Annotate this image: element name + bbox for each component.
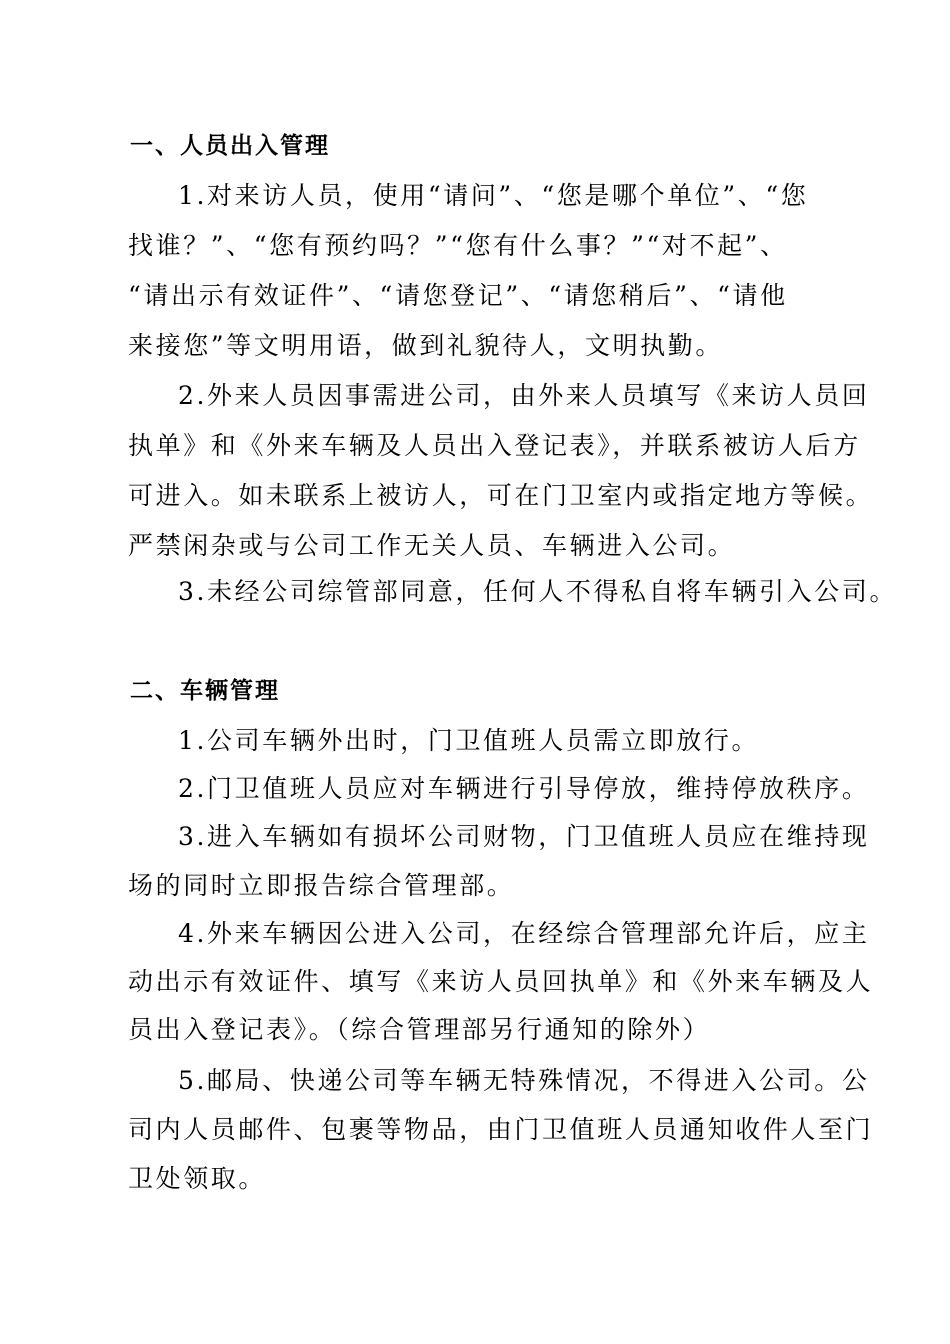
paragraph-line: 严禁闲杂或与公司工作无关人员、车辆进入公司。 — [128, 531, 736, 560]
paragraph-line: 司内人员邮件、包裹等物品，由门卫值班人员通知收件人至门 — [128, 1115, 874, 1144]
section-heading-vehicles: 二、车辆管理 — [130, 678, 280, 704]
paragraph-line: 卫处领取。 — [128, 1164, 267, 1193]
paragraph-line: 找谁？”、“您有预约吗？”“您有什么事？”“对不起”、 — [128, 231, 788, 260]
paragraph-line: 3.未经公司综管部同意，任何人不得私自将车辆引入公司。 — [178, 577, 898, 606]
paragraph-line: 场的同时立即报告综合管理部。 — [128, 871, 515, 900]
paragraph-line: 4.外来车辆因公进入公司，在经综合管理部允许后，应主 — [178, 919, 870, 948]
paragraph-line: 3.进入车辆如有损坏公司财物，门卫值班人员应在维持现 — [178, 822, 870, 851]
paragraph-line: 2.外来人员因事需进公司，由外来人员填写《来访人员回 — [178, 381, 870, 410]
paragraph-line: 可进入。如未联系上被访人，可在门卫室内或指定地方等候。 — [128, 481, 874, 510]
paragraph-line: 2.门卫值班人员应对车辆进行引导停放，维持停放秩序。 — [178, 774, 870, 803]
section-heading-personnel: 一、人员出入管理 — [130, 133, 330, 159]
paragraph-line: 1.公司车辆外出时，门卫值班人员需立即放行。 — [178, 726, 760, 755]
paragraph-line: 5.邮局、快递公司等车辆无特殊情况，不得进入公司。公 — [178, 1066, 870, 1095]
paragraph-line: 动出示有效证件、填写《来访人员回执单》和《外来车辆及人 — [128, 967, 874, 996]
paragraph-line: 执单》和《外来车辆及人员出入登记表》，并联系被访人后方 — [128, 431, 861, 460]
paragraph-line: “请出示有效证件”、“请您登记”、“请您稍后”、“请他 — [128, 281, 788, 310]
paragraph-line: 来接您”等文明用语，做到礼貌待人，文明执勤。 — [128, 331, 723, 360]
paragraph-line: 员出入登记表》。（综合管理部另行通知的除外） — [128, 1015, 711, 1044]
paragraph-line: 1.对来访人员，使用“请问”、“您是哪个单位”、“您 — [178, 181, 809, 210]
